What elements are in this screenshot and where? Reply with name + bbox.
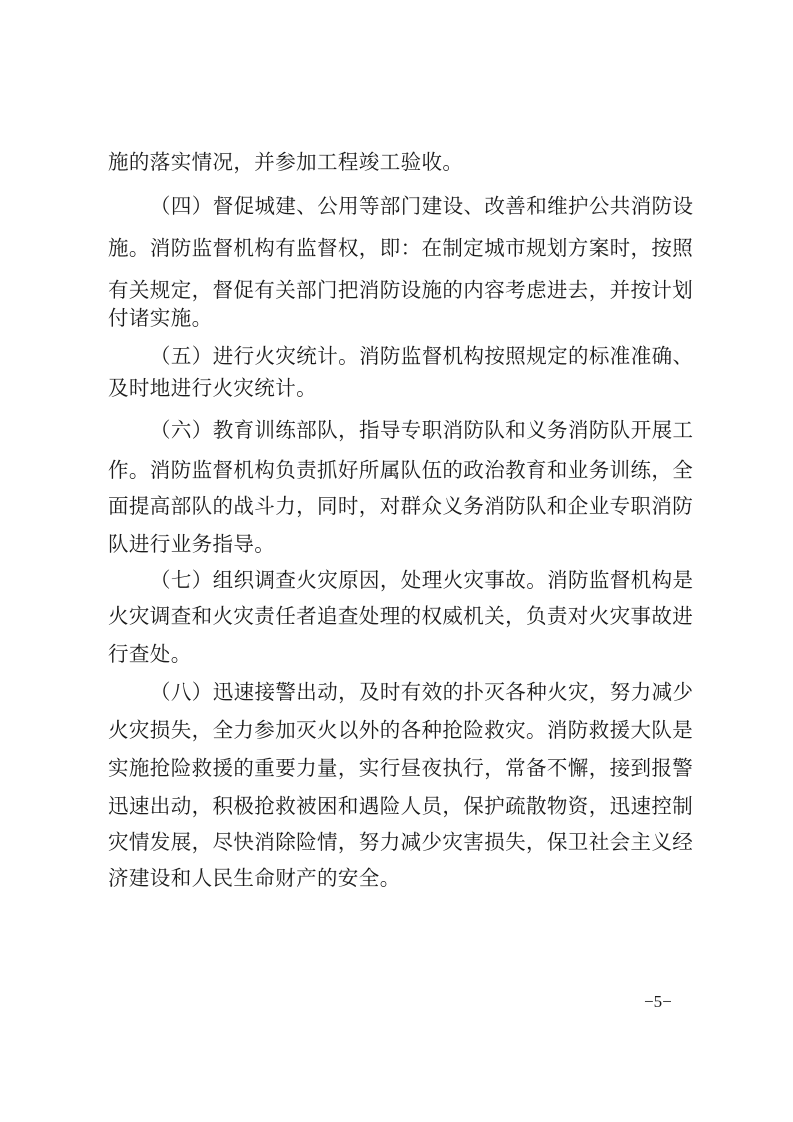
page-number: −5− — [644, 992, 672, 1011]
text-line: （四）督促城建、公用等部门建设、改善和维护公共消防设 — [150, 194, 694, 218]
text-line: 作。消防监督机构负责抓好所属队伍的政治教育和业务训练，全 — [108, 458, 694, 482]
text-line: 灾情发展，尽快消除险情，努力减少灾害损失，保卫社会主义经 — [108, 830, 694, 854]
text-line: 实施抢险救援的重要力量，实行昼夜执行，常备不懈，接到报警 — [108, 756, 694, 780]
text-line: 队进行业务指导。 — [108, 532, 276, 556]
text-line: 施的落实情况，并参加工程竣工验收。 — [108, 150, 464, 174]
text-line: 迅速出动，积极抢救被困和遇险人员，保护疏散物资，迅速控制 — [108, 794, 694, 818]
text-line: 付诸实施。 — [108, 306, 213, 330]
text-line: 行查处。 — [108, 642, 192, 666]
text-line: 有关规定，督促有关部门把消防设施的内容考虑进去，并按计划 — [108, 278, 694, 302]
text-line: （七）组织调查火灾原因，处理火灾事故。消防监督机构是 — [150, 568, 694, 592]
text-line: （五）进行火灾统计。消防监督机构按照规定的标准准确、 — [150, 344, 694, 368]
text-line: 火灾损失，全力参加灭火以外的各种抢险救灾。消防救援大队是 — [108, 718, 694, 742]
text-line: 火灾调查和火灾责任者追查处理的权威机关，负责对火灾事故进 — [108, 604, 694, 628]
text-line: 面提高部队的战斗力，同时，对群众义务消防队和企业专职消防 — [108, 494, 694, 518]
text-line: （六）教育训练部队，指导专职消防队和义务消防队开展工 — [150, 418, 694, 442]
text-line: 济建设和人民生命财产的安全。 — [108, 866, 401, 890]
text-line: 施。消防监督机构有监督权，即：在制定城市规划方案时，按照 — [108, 236, 694, 260]
text-line: 及时地进行火灾统计。 — [108, 376, 317, 400]
text-line: （八）迅速接警出动，及时有效的扑灭各种火灾，努力减少 — [150, 680, 694, 704]
